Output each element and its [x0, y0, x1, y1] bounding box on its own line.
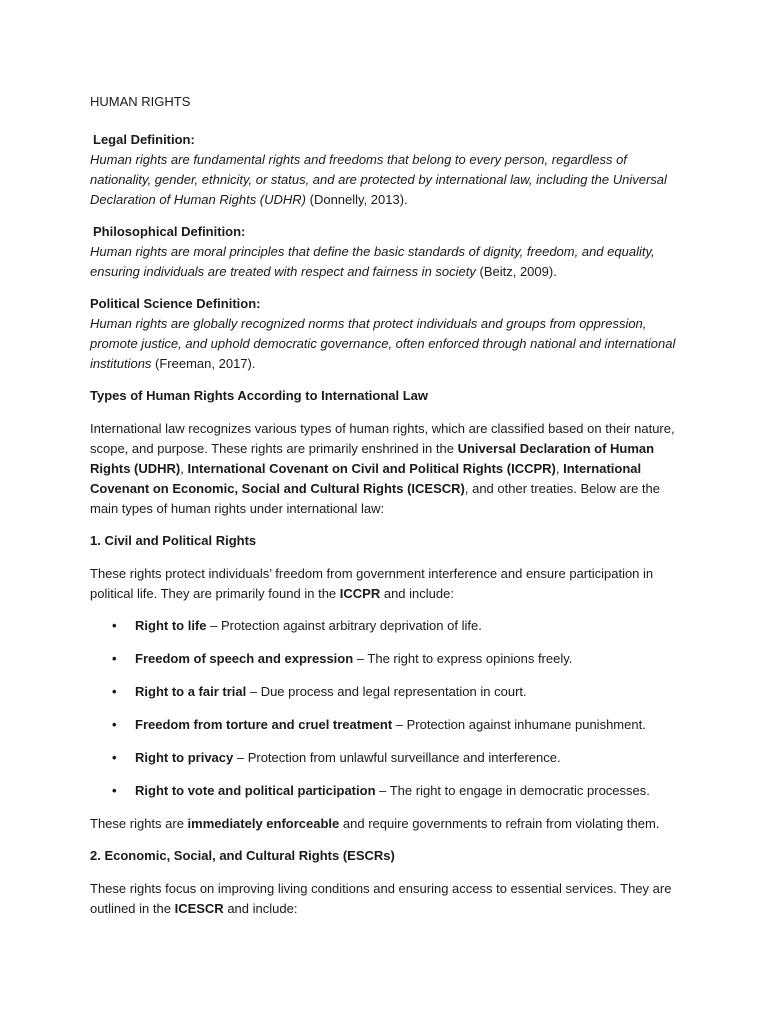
escr-intro	[90, 879, 680, 919]
philosophical-definition-heading: Philosophical Definition:	[93, 224, 246, 239]
right-description: – The right to engage in democratic processes.	[375, 783, 650, 798]
legal-definition-text	[90, 150, 680, 210]
right-description: – The right to express opinions freely.	[353, 651, 573, 666]
right-term: Right to privacy	[135, 750, 234, 765]
enforceable-term: immediately enforceable	[187, 816, 340, 831]
civil-rights-list	[90, 616, 680, 801]
list-item	[90, 616, 680, 636]
right-term: Right to a fair trial	[135, 684, 247, 699]
political-science-definition-heading: Political Science Definition:	[90, 296, 261, 311]
icescr-term: International Covenant on Economic, Social and Cultural Rights (ICESCR)	[90, 461, 642, 496]
bullet: •	[112, 783, 117, 798]
philosophical-definition-text	[90, 242, 680, 282]
bullet: •	[112, 717, 117, 732]
list-item	[90, 682, 680, 702]
types-heading: Types of Human Rights According to International Law	[90, 388, 429, 403]
list-item	[90, 781, 680, 801]
intro-separator: ,	[180, 461, 188, 476]
iccpr-term: International Covenant on Civil and Political Rights (ICCPR)	[187, 461, 556, 476]
legal-definition	[90, 130, 680, 210]
civil-intro-text: These rights protect individuals’ freedom from government interference and ensure participation in political life. They are primarily found in the	[90, 566, 654, 601]
intro-separator: ,	[555, 461, 564, 476]
political-science-definition	[90, 294, 680, 374]
philosophical-definition	[90, 222, 680, 282]
list-item	[90, 715, 680, 735]
political-science-definition-text	[90, 314, 680, 374]
bullet: •	[112, 618, 117, 633]
right-term: Freedom of speech and expression	[135, 651, 354, 666]
right-description: – Protection against arbitrary deprivation of life.	[206, 618, 482, 633]
document-title: HUMAN RIGHTS	[90, 94, 191, 109]
legal-definition-heading: Legal Definition:	[93, 132, 195, 147]
political-science-definition-body: Human rights are globally recognized norms that protect individuals and groups from oppression, promote justice, and uphold democratic governance, often enforced through national and international institutions	[90, 316, 676, 371]
icescr-term: ICESCR	[174, 901, 224, 916]
political-science-definition-citation: (Freeman, 2017).	[151, 356, 256, 371]
right-term: Right to vote and political participation	[135, 783, 376, 798]
right-description: – Protection from unlawful surveillance and interference.	[233, 750, 561, 765]
bullet: •	[112, 651, 117, 666]
civil-intro-text: and include:	[380, 586, 454, 601]
iccpr-term: ICCPR	[339, 586, 381, 601]
intro-paragraph	[90, 419, 680, 519]
right-term: Freedom from torture and cruel treatment	[135, 717, 393, 732]
bullet: •	[112, 750, 117, 765]
intro-text: , and other treaties. Below are the main types of human rights under international law:	[90, 481, 660, 516]
list-item	[90, 649, 680, 669]
escr-intro-text: These rights focus on improving living conditions and ensuring access to essential services. They are outlined in the	[90, 881, 672, 916]
legal-definition-body: Human rights are fundamental rights and freedoms that belong to every person, regardless of nationality, gender, ethnicity, or status, and are protected by international law, including the Universal Declaration of Human Rights (UDHR)	[90, 152, 667, 207]
civil-rights-intro	[90, 564, 680, 604]
civil-rights-closing	[90, 814, 680, 834]
escr-intro-text: and include:	[223, 901, 298, 916]
philosophical-definition-citation: (Beitz, 2009).	[475, 264, 557, 279]
right-description: – Due process and legal representation in court.	[246, 684, 527, 699]
closing-text: and require governments to refrain from violating them.	[339, 816, 660, 831]
list-item	[90, 748, 680, 768]
right-description: – Protection against inhumane punishment.	[392, 717, 646, 732]
closing-text: These rights are	[90, 816, 188, 831]
legal-definition-citation: (Donnelly, 2013).	[306, 192, 408, 207]
bullet: •	[112, 684, 117, 699]
udhr-term: Universal Declaration of Human Rights (UDHR)	[90, 441, 655, 476]
escr-heading: 2. Economic, Social, and Cultural Rights (ESCRs)	[90, 848, 395, 863]
document-body	[90, 92, 680, 931]
right-term: Right to life	[135, 618, 207, 633]
philosophical-definition-body: Human rights are moral principles that define the basic standards of dignity, freedom, and equality, ensuring individuals are treated with respect and fairness in society	[90, 244, 655, 279]
civil-rights-heading: 1. Civil and Political Rights	[90, 533, 257, 548]
intro-text: International law recognizes various types of human rights, which are classified based on their nature, scope, and purpose. These rights are primarily enshrined in the	[90, 421, 675, 456]
